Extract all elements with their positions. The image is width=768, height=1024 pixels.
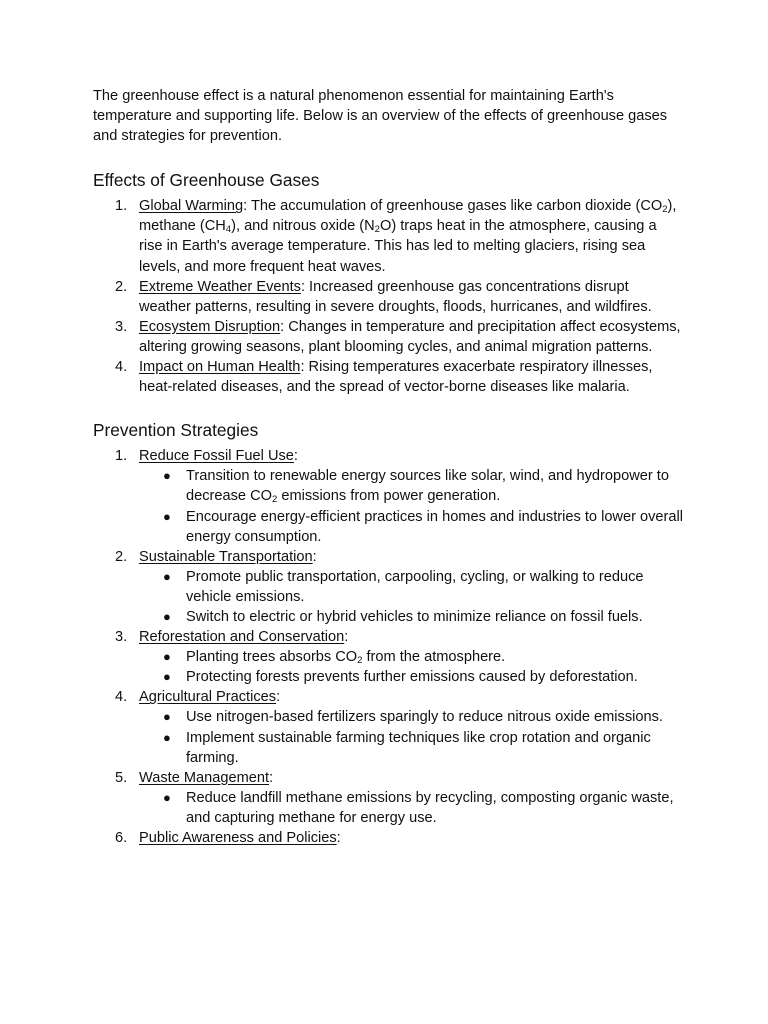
- subitem-text: Implement sustainable farming techniques like crop rotation and organic farming.: [186, 729, 651, 766]
- bullet-icon: ●: [163, 508, 171, 524]
- strategy-subitem: [139, 647, 683, 667]
- prevention-heading: Prevention Strategies: [93, 420, 259, 441]
- subscript: 2: [271, 494, 278, 506]
- subscript: 2: [374, 224, 380, 236]
- strategy-colon: :: [293, 448, 298, 465]
- list-number: 5.: [115, 769, 128, 786]
- strategy-term: Sustainable Transportation: [139, 548, 313, 565]
- effect-text: ), and nitrous oxide (N: [231, 218, 375, 235]
- strategy-colon: :: [336, 830, 341, 846]
- strategy-term: Reduce Fossil Fuel Use: [139, 448, 294, 465]
- subitem-text: Protecting forests prevents further emissions caused by deforestation.: [186, 669, 638, 686]
- subitem-text: Use nitrogen-based fertilizers sparingly to reduce nitrous oxide emissions.: [186, 709, 663, 726]
- strategy-sublist: [139, 647, 683, 687]
- effects-list: [93, 196, 683, 397]
- bullet-icon: ●: [163, 789, 171, 805]
- document-page: [93, 86, 683, 848]
- effect-item-extreme-weather: [93, 277, 683, 317]
- strategy-term: Waste Management: [139, 769, 270, 786]
- bullet-icon: ●: [163, 669, 171, 685]
- effect-text: : The accumulation of greenhouse gases like carbon dioxide (CO: [243, 198, 663, 215]
- strategy-term: Reforestation and Conservation: [139, 629, 345, 646]
- effect-term: Ecosystem Disruption: [139, 318, 281, 335]
- bullet-icon: ●: [163, 649, 171, 665]
- effect-item-global-warming: [93, 196, 683, 276]
- strategy-term: Agricultural Practices: [139, 689, 277, 706]
- subitem-text: Planting trees absorbs CO: [186, 649, 358, 666]
- strategy-subitem: [139, 507, 683, 547]
- strategy-subitem: [139, 788, 683, 828]
- bullet-icon: ●: [163, 729, 171, 745]
- subitem-text: Switch to electric or hybrid vehicles to minimize reliance on fossil fuels.: [186, 608, 643, 625]
- effect-term: Extreme Weather Events: [139, 278, 301, 295]
- strategy-sublist: [139, 707, 683, 767]
- list-number: 4.: [115, 689, 128, 706]
- effect-text: : Rising temperatures exacerbate respiratory illnesses, heat-related diseases, and the spread of vector-borne diseases like malaria.: [139, 359, 653, 396]
- subscript: 2: [662, 204, 668, 216]
- list-number: 1.: [115, 198, 128, 215]
- subitem-text: Reduce landfill methane emissions by recycling, composting organic waste, and capturing methane for energy use.: [186, 789, 674, 826]
- strategy-sublist: [139, 567, 683, 627]
- subitem-text: emissions from power generation.: [277, 488, 501, 505]
- list-number: 2.: [115, 278, 128, 295]
- strategy-subitem: [139, 667, 683, 687]
- subitem-text: Transition to renewable energy sources like solar, wind, and hydropower to decrease CO: [186, 468, 669, 505]
- subitem-text: Promote public transportation, carpooling, cycling, or walking to reduce vehicle emissions.: [186, 568, 644, 605]
- strategy-colon: :: [344, 629, 349, 646]
- subitem-text: Encourage energy-efficient practices in homes and industries to lower overall energy consumption.: [186, 508, 683, 545]
- strategy-sublist: [139, 788, 683, 828]
- bullet-icon: ●: [163, 709, 171, 725]
- intro-paragraph: The greenhouse effect is a natural phenomenon essential for maintaining Earth's temperature and supporting life. Below is an overview of the effects of greenhouse gases and strategies for prevention.: [93, 88, 668, 145]
- effect-item-ecosystem: [93, 317, 683, 357]
- strategy-subitem: [139, 567, 683, 607]
- list-number: 1.: [115, 448, 128, 465]
- bullet-icon: ●: [163, 468, 171, 484]
- strategy-subitem: [139, 707, 683, 727]
- effect-text: : Increased greenhouse gas concentrations disrupt weather patterns, resulting in severe droughts, floods, hurricanes, and wildfires.: [139, 278, 652, 315]
- effect-term: Impact on Human Health: [139, 359, 301, 376]
- bullet-icon: ●: [163, 608, 171, 624]
- strategy-item-public-awareness: [93, 828, 683, 848]
- list-number: 3.: [115, 318, 128, 335]
- strategy-colon: :: [312, 548, 317, 565]
- strategy-item-reforestation: [93, 627, 683, 687]
- prevention-list: [93, 446, 683, 848]
- effect-term: Global Warming: [139, 198, 244, 215]
- subitem-text: from the atmosphere.: [362, 649, 506, 666]
- strategy-sublist: [139, 466, 683, 546]
- effect-text: : Changes in temperature and precipitation affect ecosystems, altering growing seasons, plant blooming cycles, and animal migration patterns.: [139, 318, 681, 355]
- list-number: 6.: [115, 830, 128, 846]
- strategy-subitem: [139, 728, 683, 768]
- list-number: 2.: [115, 548, 128, 565]
- effects-heading: Effects of Greenhouse Gases: [93, 170, 320, 191]
- strategy-subitem: [139, 466, 683, 506]
- subscript: 4: [225, 224, 232, 236]
- list-number: 3.: [115, 629, 128, 646]
- subscript: 2: [357, 655, 363, 667]
- strategy-item-fossil-fuel: [93, 446, 683, 546]
- list-number: 4.: [115, 359, 128, 376]
- strategy-colon: :: [269, 769, 274, 786]
- strategy-colon: :: [276, 689, 281, 706]
- strategy-item-agriculture: [93, 687, 683, 767]
- strategy-term: Public Awareness and Policies: [139, 830, 337, 846]
- effect-item-human-health: [93, 357, 683, 397]
- effect-text: ), methane (CH: [139, 198, 677, 235]
- effect-text: O) traps heat in the atmosphere, causing a rise in Earth's average temperature. This has led to melting glaciers, rising sea levels, and more frequent heat waves.: [139, 218, 657, 275]
- strategy-item-transportation: [93, 547, 683, 627]
- strategy-subitem: [139, 607, 683, 627]
- bullet-icon: ●: [163, 568, 171, 584]
- strategy-item-waste: [93, 768, 683, 828]
